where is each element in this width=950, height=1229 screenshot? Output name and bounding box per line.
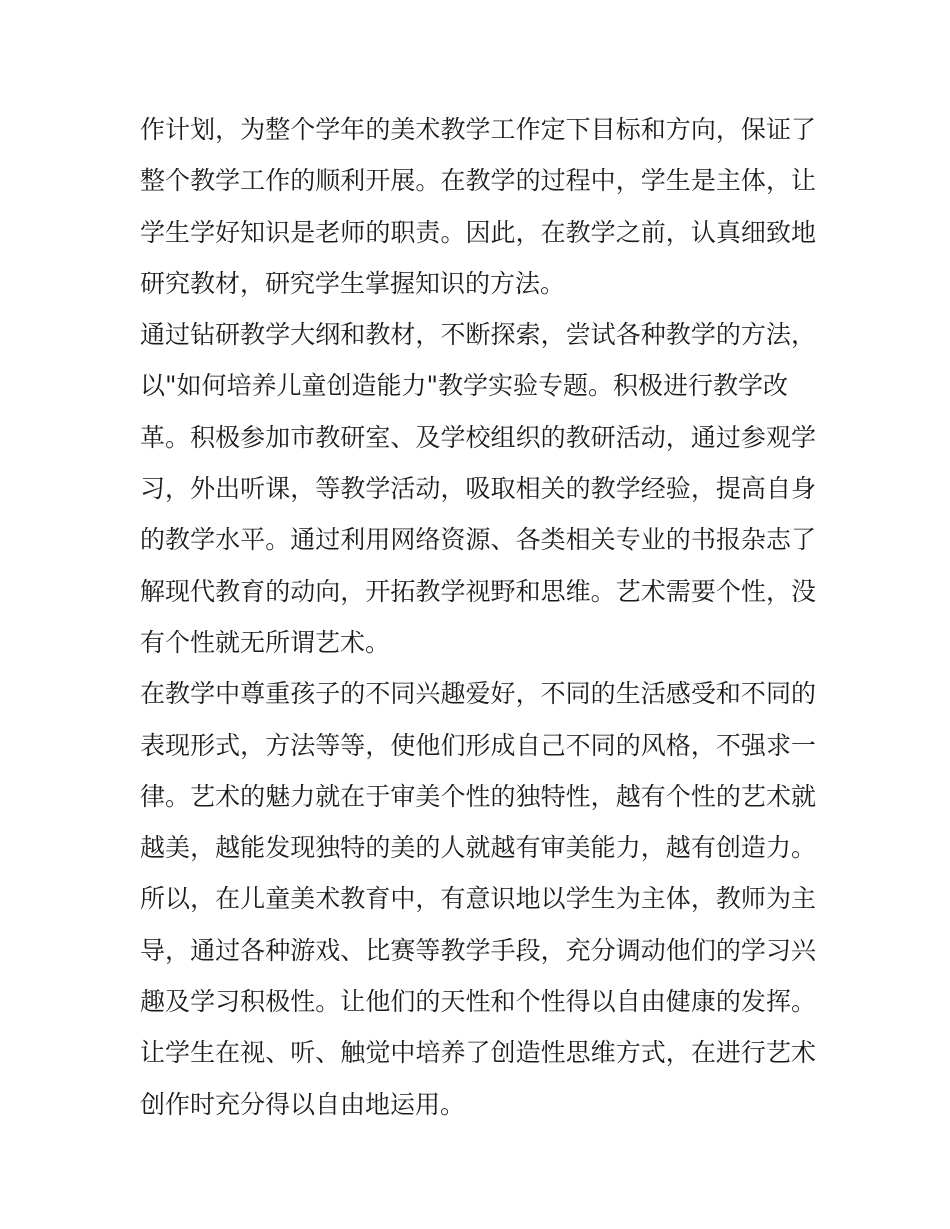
text-line: 研究教材，研究学生掌握知识的方法。 — [140, 268, 566, 298]
text-line: 革。积极参加市教研室、及学校组织的教研活动，通过参观学 — [140, 422, 816, 452]
text-line: 习，外出听课，等教学活动，吸取相关的教学经验，提高自身 — [140, 474, 816, 504]
text-line: 表现形式，方法等等，使他们形成自己不同的风格，不强求一 — [140, 730, 816, 760]
text-line: 整个教学工作的顺利开展。在教学的过程中，学生是主体，让 — [140, 166, 816, 196]
text-line: 通过钻研教学大纲和教材，不断探索，尝试各种教学的方法， — [140, 320, 816, 350]
text-line: 作计划，为整个学年的美术教学工作定下目标和方向，保证了 — [140, 115, 816, 144]
text-line: 律。艺术的魅力就在于审美个性的独特性，越有个性的艺术就 — [140, 781, 816, 811]
text-line: 让学生在视、听、触觉中培养了创造性思维方式，在进行艺术 — [140, 1038, 816, 1068]
text-line: 以"如何培养儿童创造能力"教学实验专题。积极进行教学改 — [140, 371, 789, 401]
text-line: 在教学中尊重孩子的不同兴趣爱好，不同的生活感受和不同的 — [140, 679, 816, 709]
document-body — [140, 104, 816, 1130]
text-line: 学生学好知识是老师的职责。因此，在教学之前，认真细致地 — [140, 217, 816, 247]
text-line: 导，通过各种游戏、比赛等教学手段，充分调动他们的学习兴 — [140, 935, 816, 965]
text-line: 有个性就无所谓艺术。 — [140, 627, 391, 657]
text-line: 趣及学习积极性。让他们的天性和个性得以自由健康的发挥。 — [140, 987, 816, 1017]
text-line: 所以，在儿童美术教育中，有意识地以学生为主体，教师为主 — [140, 884, 816, 914]
text-line: 解现代教育的动向，开拓教学视野和思维。艺术需要个性，没 — [140, 576, 816, 606]
text-line: 越美，越能发现独特的美的人就越有审美能力，越有创造力。 — [140, 833, 816, 863]
text-line: 的教学水平。通过利用网络资源、各类相关专业的书报杂志了 — [140, 525, 816, 555]
text-line: 创作时充分得以自由地运用。 — [140, 1089, 466, 1119]
